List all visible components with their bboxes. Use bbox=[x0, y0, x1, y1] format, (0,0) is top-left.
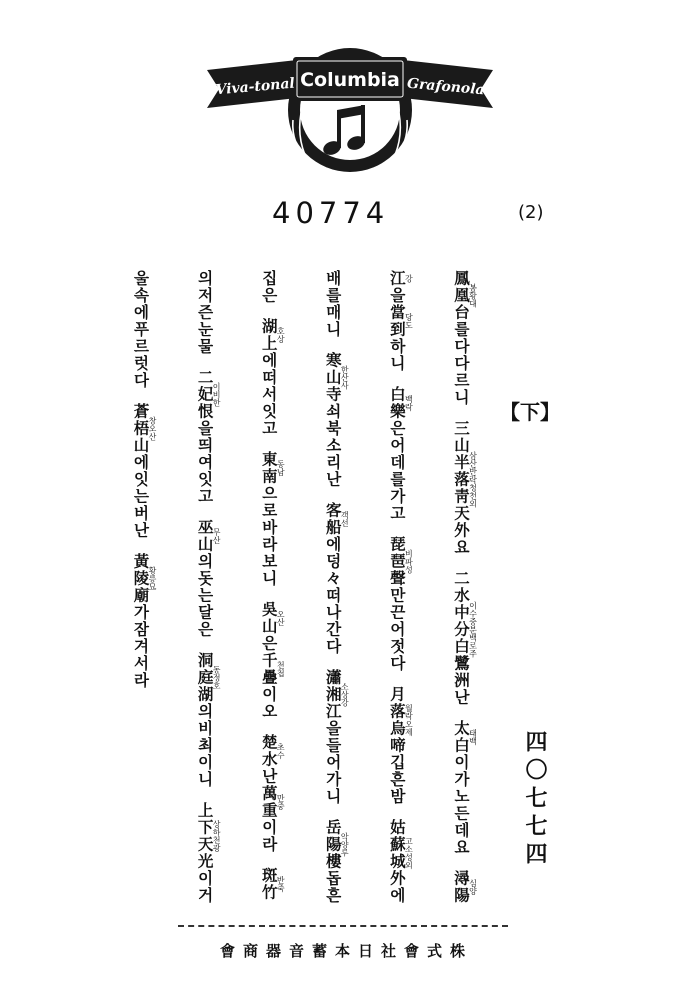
lyric-reading: 호상 bbox=[276, 318, 285, 352]
lyric-text: 에떠서잇고 bbox=[260, 352, 278, 437]
lyric-hanja: 岳陽樓악양루 bbox=[324, 819, 349, 870]
lyric-column bbox=[196, 270, 221, 920]
lyric-reading: 삼산반락청천외 bbox=[468, 420, 477, 539]
side-number: (2) bbox=[518, 202, 544, 223]
lyrics-block bbox=[132, 270, 477, 920]
lyric-hanja: 湖上호상 bbox=[260, 318, 285, 352]
lyric-reading: 초수 bbox=[276, 734, 285, 768]
publisher-footer: 會商器音蓄本日社會式株 bbox=[220, 942, 474, 960]
lyric-reading: 오산 bbox=[276, 601, 285, 635]
lyric-hanja: 二水中分白鷺洲이수중분백로주 bbox=[452, 570, 477, 689]
lyric-text: 의비최이니 bbox=[196, 703, 214, 788]
lyric-hanja: 白樂백락 bbox=[388, 386, 413, 420]
lyric-hanja: 巫山무산 bbox=[196, 519, 221, 553]
lyric-hanja: 三山半落靑天外삼산반락청천외 bbox=[452, 420, 477, 539]
lyric-text: 집은 bbox=[260, 270, 278, 304]
lyric-column bbox=[260, 270, 285, 920]
lyric-text: 를다다르니 bbox=[452, 321, 470, 406]
lyric-text: 에덩々떠나간다 bbox=[324, 536, 342, 655]
lyric-text: 난 bbox=[260, 768, 278, 785]
lyric-hanja: 寒山寺한산사 bbox=[324, 352, 349, 403]
lyric-text: 난 bbox=[452, 689, 470, 706]
lyric-text: 요 bbox=[452, 539, 470, 556]
lyric-hanja: 東南동남 bbox=[260, 451, 285, 485]
lyric-text: 배를매니 bbox=[324, 270, 342, 338]
lyric-text: 으로바라보니 bbox=[260, 485, 278, 587]
lyric-hanja: 二妃恨이비한 bbox=[196, 369, 221, 420]
logo-brand-text: Columbia bbox=[300, 69, 400, 91]
lyric-reading: 이비한 bbox=[212, 369, 221, 420]
lyric-reading: 악양루 bbox=[340, 819, 349, 870]
lyric-reading: 비파성 bbox=[404, 536, 413, 587]
lyric-reading: 강 bbox=[404, 270, 413, 287]
lyric-column bbox=[132, 270, 157, 920]
lyric-reading: 백락 bbox=[404, 386, 413, 420]
lyric-text: 의저즌눈물 bbox=[196, 270, 214, 355]
lyric-hanja: 黃陵廟황릉묘 bbox=[132, 553, 157, 604]
lyric-reading: 고소성외 bbox=[404, 819, 413, 887]
lyric-hanja: 姑蘇城外고소성외 bbox=[388, 819, 413, 887]
lyric-reading: 황릉묘 bbox=[148, 553, 157, 604]
lyric-reading: 상하천광 bbox=[212, 802, 221, 870]
lyric-hanja: 吳山오산 bbox=[260, 601, 285, 635]
lyric-reading: 창오산 bbox=[148, 403, 157, 454]
lyric-hanja: 蒼梧山창오산 bbox=[132, 403, 157, 454]
lyric-reading: 월락오제 bbox=[404, 686, 413, 754]
lyric-text: 돕흔 bbox=[324, 870, 342, 904]
lyric-reading: 봉황대 bbox=[468, 270, 477, 321]
lyric-hanja: 客船객선 bbox=[324, 502, 349, 536]
lyric-text: 을들어가니 bbox=[324, 720, 342, 805]
lyric-text: 의돗는달은 bbox=[196, 553, 214, 638]
divider-rule bbox=[178, 925, 508, 927]
lyric-hanja: 鳳凰台봉황대 bbox=[452, 270, 477, 321]
lyric-hanja: 江강 bbox=[388, 270, 413, 287]
lyric-hanja: 千疊천첩 bbox=[260, 652, 285, 686]
lyric-reading: 태백 bbox=[468, 720, 477, 754]
lyric-hanja: 瀟湘江소상강 bbox=[324, 669, 349, 720]
lyric-text: 만끈어젓다 bbox=[388, 587, 406, 672]
lyric-reading: 한산사 bbox=[340, 352, 349, 403]
lyric-hanja: 楚水초수 bbox=[260, 734, 285, 768]
lyric-hanja: 潯陽심양 bbox=[452, 870, 477, 904]
lyric-text: 을 bbox=[388, 287, 406, 304]
lyric-reading: 동정호 bbox=[212, 652, 221, 703]
lyric-text: 울속에푸르럿다 bbox=[132, 270, 150, 389]
lyric-text: 이거 bbox=[196, 870, 214, 904]
lyric-text: 이라 bbox=[260, 819, 278, 853]
lyric-hanja: 琵琶聲비파성 bbox=[388, 536, 413, 587]
lyric-reading: 무산 bbox=[212, 519, 221, 553]
logo-right-text: Grafonola bbox=[406, 75, 486, 99]
lyric-reading: 반죽 bbox=[276, 867, 285, 901]
lyric-text: 에잇는버난 bbox=[132, 454, 150, 539]
lyric-reading: 소상강 bbox=[340, 669, 349, 720]
lyric-reading: 심양 bbox=[468, 870, 477, 904]
lyric-text: 에 bbox=[388, 887, 406, 904]
lyric-hanja: 斑竹반죽 bbox=[260, 867, 285, 901]
lyric-text: 을띄여잇고 bbox=[196, 420, 214, 505]
columbia-logo bbox=[205, 15, 495, 175]
lyric-text: 깁흔밤 bbox=[388, 754, 406, 805]
lyric-hanja: 洞庭湖동정호 bbox=[196, 652, 221, 703]
lyric-text: 이오 bbox=[260, 686, 278, 720]
logo-left-text: Viva-tonal bbox=[214, 75, 296, 99]
lyric-reading: 이수중분백로주 bbox=[468, 570, 477, 689]
lyric-hanja: 上下天光상하천광 bbox=[196, 802, 221, 870]
lyric-text: 쇠북소리난 bbox=[324, 403, 342, 488]
lyric-hanja: 當到당도 bbox=[388, 304, 413, 338]
lyric-text: 은 bbox=[260, 635, 278, 652]
lyric-text: 하니 bbox=[388, 338, 406, 372]
lyric-reading: 동남 bbox=[276, 451, 285, 485]
lyric-column bbox=[452, 270, 477, 920]
side-label: 【下】 bbox=[500, 400, 560, 424]
lyric-column bbox=[388, 270, 413, 920]
lyric-text: 은어데를가고 bbox=[388, 420, 406, 522]
catalog-number-kanji: 四〇七七四 bbox=[522, 730, 548, 870]
lyric-reading: 만중 bbox=[276, 785, 285, 819]
lyric-column bbox=[324, 270, 349, 920]
lyric-text: 가잠겨서라 bbox=[132, 604, 150, 689]
lyric-hanja: 太白태백 bbox=[452, 720, 477, 754]
lyric-reading: 당도 bbox=[404, 304, 413, 338]
lyric-hanja: 月落烏啼월락오제 bbox=[388, 686, 413, 754]
lyric-text: 이가노든데요 bbox=[452, 754, 470, 856]
lyric-hanja: 萬重만중 bbox=[260, 785, 285, 819]
catalog-number: 40774 bbox=[272, 196, 390, 230]
lyric-reading: 천첩 bbox=[276, 652, 285, 686]
lyric-reading: 객선 bbox=[340, 502, 349, 536]
